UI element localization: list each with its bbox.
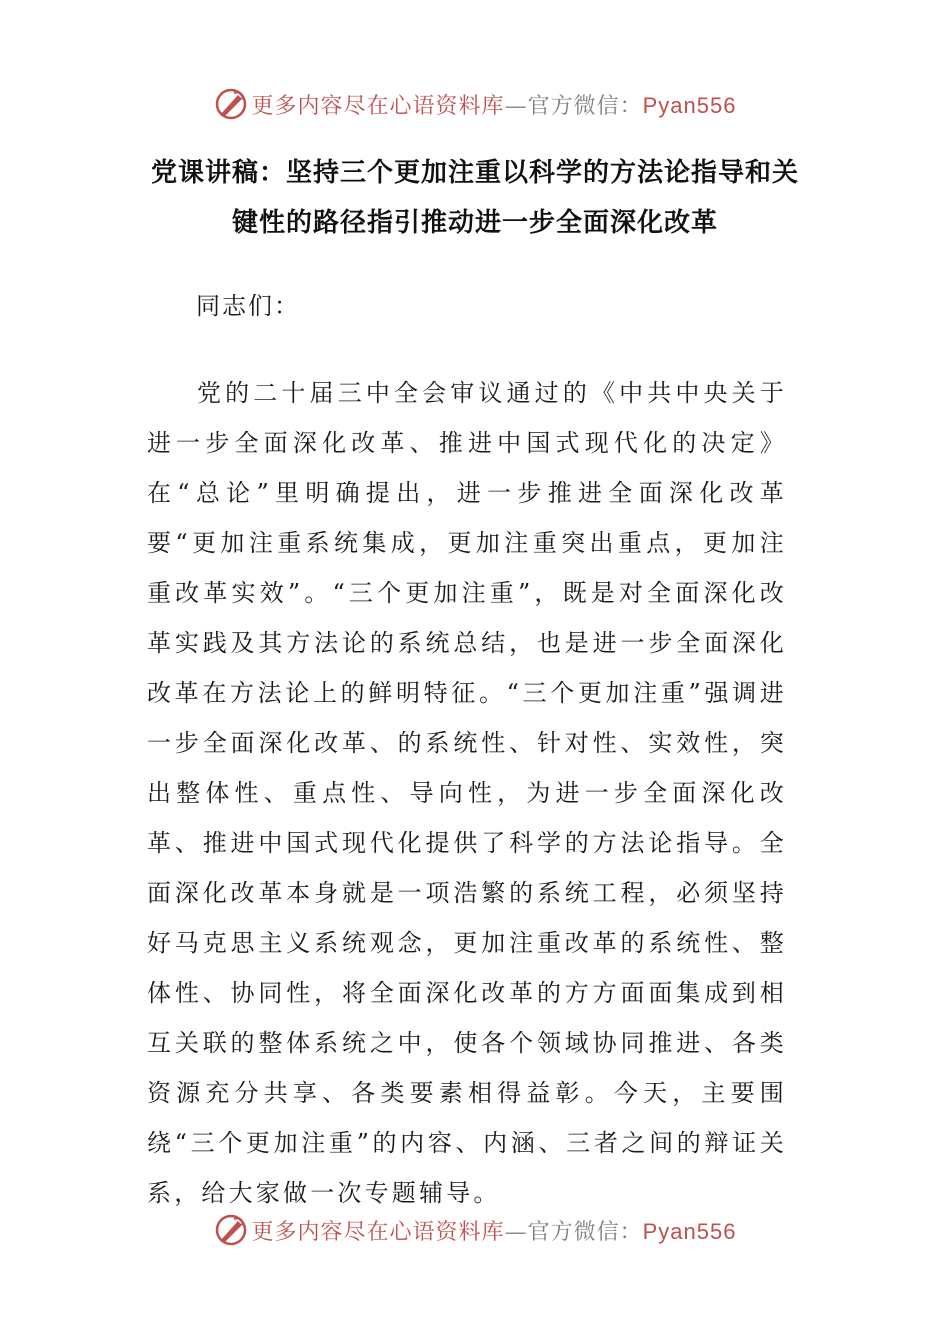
header-wechat-label: 官方微信： — [527, 93, 643, 119]
footer-banner — [0, 1210, 950, 1250]
header-banner — [0, 84, 950, 124]
header-banner-main: 更多内容尽在心语资料库 — [251, 93, 505, 119]
pen-logo-icon — [214, 87, 248, 121]
footer-banner-main: 更多内容尽在心语资料库 — [251, 1219, 505, 1245]
salutation: 同志们： — [196, 292, 300, 320]
body-paragraph: 党的二十届三中全会审议通过的《中共中央关于进一步全面深化改革、推进中国式现代化的决定》在“总论”里明确提出，进一步推进全面深化改革要“更加注重系统集成，更加注重突出重点，更加注重改革实效”。“三个更加注重”，既是对全面深化改革实践及其方法论的系统总结，也是进一步全面深化改革在方法论上的鲜明特征。“三个更加注重”强调进一步全面深化改革、的系统性、针对性、实效性，突出整体性、重点性、导向性，为进一步全面深化改革、推进中国式现代化提供了科学的方法论指导。全面深化改革本身就是一项浩繁的系统工程，必须坚持好马克思主义系统观念，更加注重改革的系统性、整体性、协同性，将全面深化改革的方方面面集成到相互关联的整体系统之中，使各个领域协同推进、各类资源充分共享、各类要素相得益彰。今天，主要围绕“三个更加注重”的内容、内涵、三者之间的辩证关系，给大家做一次专题辅导。 — [147, 379, 787, 1207]
header-banner-text — [252, 89, 737, 120]
header-banner-dash: — — [504, 93, 528, 119]
footer-banner-dash: — — [504, 1219, 528, 1245]
header-wechat-id: Pyan556 — [642, 92, 737, 118]
document-title: 党课讲稿：坚持三个更加注重以科学的方法论指导和关键性的路径指引推动进一步全面深化改革 — [150, 158, 799, 238]
footer-banner-text — [252, 1215, 737, 1246]
footer-wechat-id: Pyan556 — [642, 1218, 737, 1244]
footer-wechat-label: 官方微信： — [527, 1219, 643, 1245]
pen-logo-icon — [214, 1213, 248, 1247]
